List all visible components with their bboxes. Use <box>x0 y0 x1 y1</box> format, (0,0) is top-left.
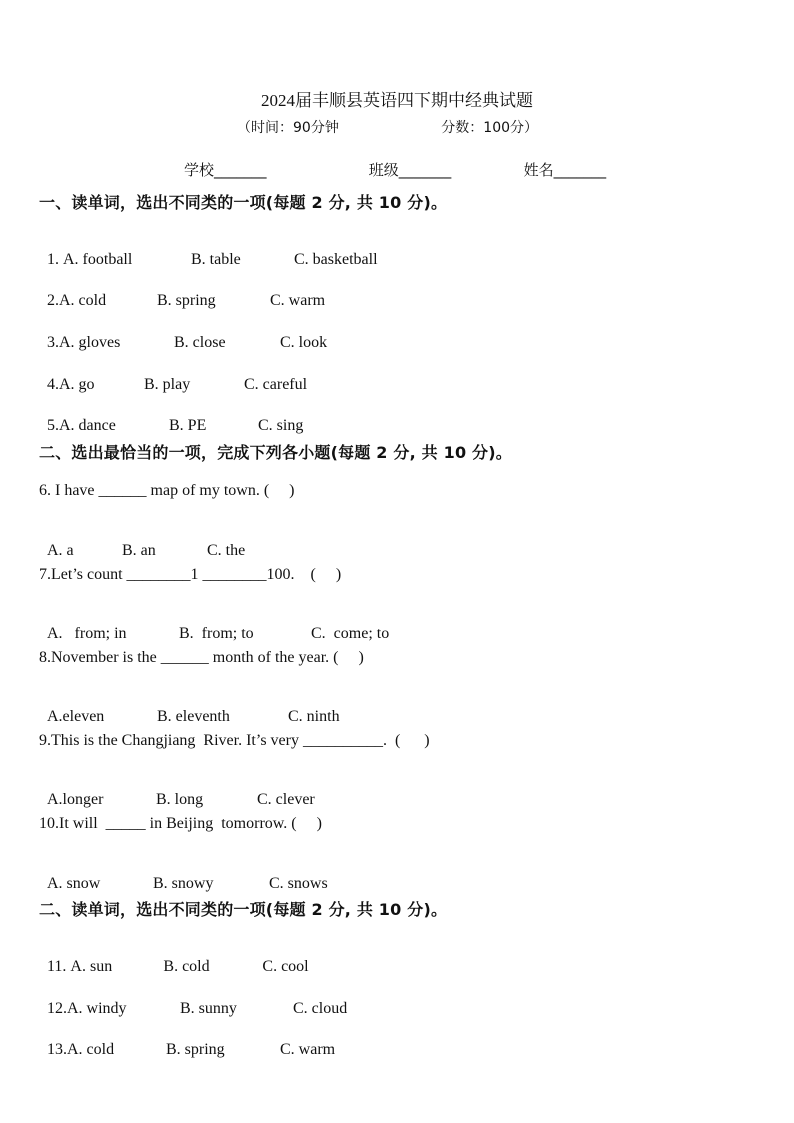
option-b: B. spring <box>166 1041 225 1058</box>
option-b: B. long <box>156 791 204 808</box>
option-b: B. close <box>174 334 226 351</box>
option-a: A. football <box>63 251 133 268</box>
option-c: C. the <box>207 542 246 559</box>
question-13 <box>39 1023 335 1059</box>
section-3-heading: 二、读单词，选出不同类的一项(每题 2 分, 共 10 分)。 <box>39 900 448 919</box>
option-c: C. look <box>280 334 328 351</box>
option-b: B. sunny <box>180 1000 237 1017</box>
question-7-stem: 7.Let’s count ________1 ________100. ( ) <box>39 566 342 583</box>
option-c: C. sing <box>258 417 304 434</box>
question-5 <box>39 399 303 435</box>
option-a: A.longer <box>47 791 104 808</box>
question-3 <box>39 316 327 352</box>
option-a: A. from; in <box>47 625 127 642</box>
section-1-heading: 一、读单词，选出不同类的一项(每题 2 分, 共 10 分)。 <box>39 193 448 212</box>
option-b: B. PE <box>169 417 207 434</box>
question-number: 5. <box>47 417 59 434</box>
question-number: 3. <box>47 334 59 351</box>
option-a: A. go <box>59 376 95 393</box>
question-4 <box>39 358 307 394</box>
name-field: 姓名_______ <box>523 161 607 179</box>
option-c: C. clever <box>257 791 315 808</box>
option-c: C. cool <box>262 958 309 975</box>
exam-time: （时间：90分钟 <box>237 120 339 136</box>
question-8-options <box>39 690 340 726</box>
question-9-options <box>39 773 315 809</box>
section-2-heading: 二、选出最恰当的一项，完成下列各小题(每题 2 分, 共 10 分)。 <box>39 443 512 462</box>
school-field: 学校_______ <box>184 161 267 179</box>
exam-title: 2024届丰顺县英语四下期中经典试题 <box>261 91 533 110</box>
option-a: A. windy <box>67 1000 127 1017</box>
question-10-options <box>39 857 328 893</box>
option-b: B. cold <box>163 958 210 975</box>
option-c: C. warm <box>270 292 326 309</box>
question-6-options <box>39 524 245 560</box>
question-12 <box>39 982 347 1018</box>
question-number: 13. <box>47 1041 67 1058</box>
option-a: A. gloves <box>59 334 121 351</box>
option-a: A. cold <box>67 1041 115 1058</box>
class-field: 班级_______ <box>368 161 452 179</box>
option-a: A.eleven <box>47 708 105 725</box>
question-10-stem: 10.It will _____ in Beijing tomorrow. ( ) <box>39 815 322 832</box>
option-b: B. spring <box>157 292 216 309</box>
question-number: 1. <box>47 251 63 268</box>
option-b: B. play <box>144 376 191 393</box>
option-a: A. a <box>47 542 74 559</box>
option-b: B. table <box>191 251 241 268</box>
option-c: C. basketball <box>294 251 378 268</box>
option-b: B. an <box>122 542 156 559</box>
question-6-stem: 6. I have ______ map of my town. ( ) <box>39 482 295 499</box>
option-c: C. careful <box>244 376 308 393</box>
question-7-options <box>39 607 389 643</box>
option-a: A. sun <box>70 958 113 975</box>
question-8-stem: 8.November is the ______ month of the year. ( ) <box>39 649 364 666</box>
exam-score: 分数：100分） <box>441 120 539 136</box>
option-a: A. dance <box>59 417 116 434</box>
option-c: C. cloud <box>293 1000 348 1017</box>
question-number: 12. <box>47 1000 67 1017</box>
option-c: C. come; to <box>311 625 390 642</box>
option-b: B. from; to <box>179 625 254 642</box>
question-2 <box>39 274 325 310</box>
question-11 <box>39 940 309 976</box>
option-c: C. snows <box>269 875 328 892</box>
exam-meta <box>237 117 538 137</box>
question-9-stem: 9.This is the Changjiang River. It’s very __________. ( ) <box>39 732 430 749</box>
question-1 <box>39 233 378 269</box>
option-a: A. snow <box>47 875 101 892</box>
question-number: 2. <box>47 292 59 309</box>
option-b: B. eleventh <box>157 708 230 725</box>
option-c: C. warm <box>280 1041 336 1058</box>
option-b: B. snowy <box>153 875 214 892</box>
option-a: A. cold <box>59 292 107 309</box>
question-number: 11. <box>47 958 71 975</box>
student-info <box>184 159 606 180</box>
question-number: 4. <box>47 376 59 393</box>
option-c: C. ninth <box>288 708 340 725</box>
